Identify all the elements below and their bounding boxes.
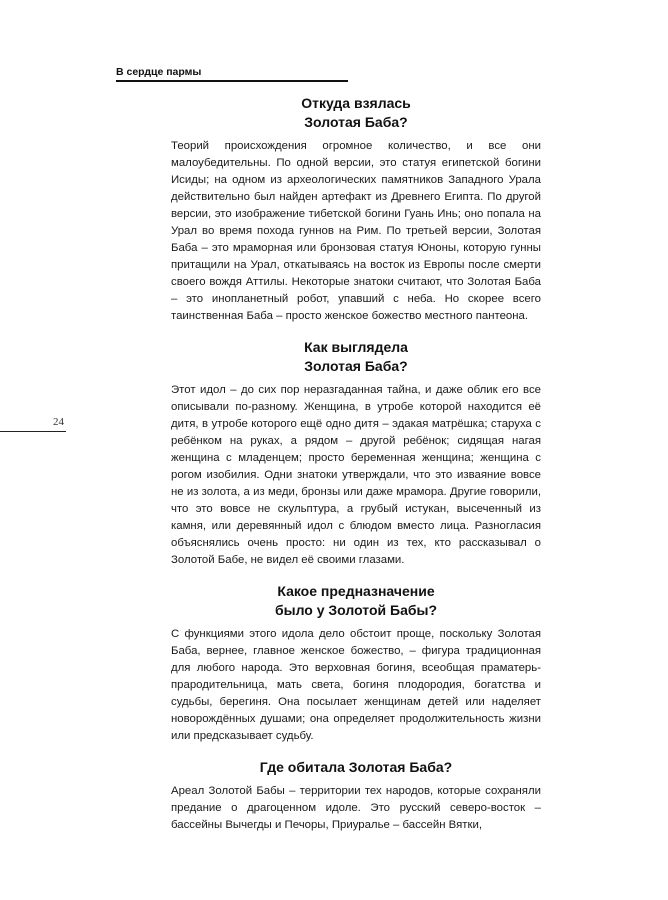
section-paragraph: Теорий происхождения огромное количество, и все они малоубедительны. По одной версии, это статуя египетской богини Исиды; на одном из археологических памятников Западного Урала действительно был найден артефакт из Древнего Египта. По другой версии, это изображение тибетской богини Гуань Инь; оно попала на Урал во время похода гуннов на Рим. По третьей версии, Золотая Баба – это мраморная или бронзовая статуя Юноны, которую гунны притащили на Урал, откатываясь на восток из Европы после смерти своего вождя Аттилы. Некоторые знатоки считают, что Золотая Баба – это инопланетный робот, упавший с неба. Но скорее всего таинственная Баба – просто женское божество местного пантеона. bbox=[171, 140, 541, 322]
section-heading bbox=[171, 338, 541, 376]
page-number: 24 bbox=[53, 416, 64, 428]
header-rule bbox=[116, 80, 348, 82]
section-habitat bbox=[171, 758, 541, 834]
section-appearance bbox=[171, 338, 541, 569]
heading-line: Как выглядела bbox=[304, 339, 408, 355]
heading-line: Какое предназначение bbox=[277, 583, 435, 599]
page-number-rule bbox=[0, 431, 66, 432]
heading-line: было у Золотой Бабы? bbox=[274, 602, 438, 618]
section-paragraph: Ареал Золотой Бабы – территории тех народов, которые сохраняли предание о драгоценном идоле. Это русский северо-восток – бассейны Вычегды и Печоры, Приуралье – бассейн Вятки, bbox=[171, 785, 541, 831]
heading-line: Откуда взялась bbox=[301, 95, 411, 111]
section-origin bbox=[171, 94, 541, 325]
section-heading bbox=[171, 94, 541, 132]
heading-line: Золотая Баба? bbox=[304, 114, 408, 130]
section-paragraph: Этот идол – до сих пор неразгаданная тайна, и даже облик его все описывали по-разному. Женщина, в утробе которой находится её дитя, в утробе которого ещё одно дитя – эдакая матрёшка; старуха с ребёнком на руках, а рядом – другой ребёнок; сидящая нагая женщина с младенцем; просто беременная женщина; женщина с рогом изобилия. Одни знатоки утверждали, что это изваяние вовсе не из золота, а из меди, бронзы или даже мрамора. Другие говорили, что это вовсе не скульптура, а грубый истукан, высеченный из камня, или деревянный идол с блюдом вместо лица. Разногласия объяснялись очень просто: ни один из тех, кто рассказывал о Золотой Бабе, не видел её своими глазами. bbox=[171, 384, 541, 566]
running-head: В сердце пармы bbox=[116, 66, 202, 78]
section-heading bbox=[171, 758, 541, 777]
section-paragraph: С функциями этого идола дело обстоит проще, поскольку Золотая Баба, вернее, главное женское божество, – фигура традиционная для любого народа. Это верховная богиня, всеобщая праматерь-прародительница, мать света, богиня плодородия, богатства и судьбы, берегиня. Она посылает женщинам детей или наделяет новорождённых душами; она определяет продолжительность жизни или предсказывает судьбу. bbox=[171, 628, 541, 742]
article-body bbox=[171, 94, 541, 834]
heading-line: Золотая Баба? bbox=[304, 358, 408, 374]
section-purpose bbox=[171, 582, 541, 745]
section-heading bbox=[171, 582, 541, 620]
heading-line: Где обитала Золотая Баба? bbox=[259, 759, 453, 775]
